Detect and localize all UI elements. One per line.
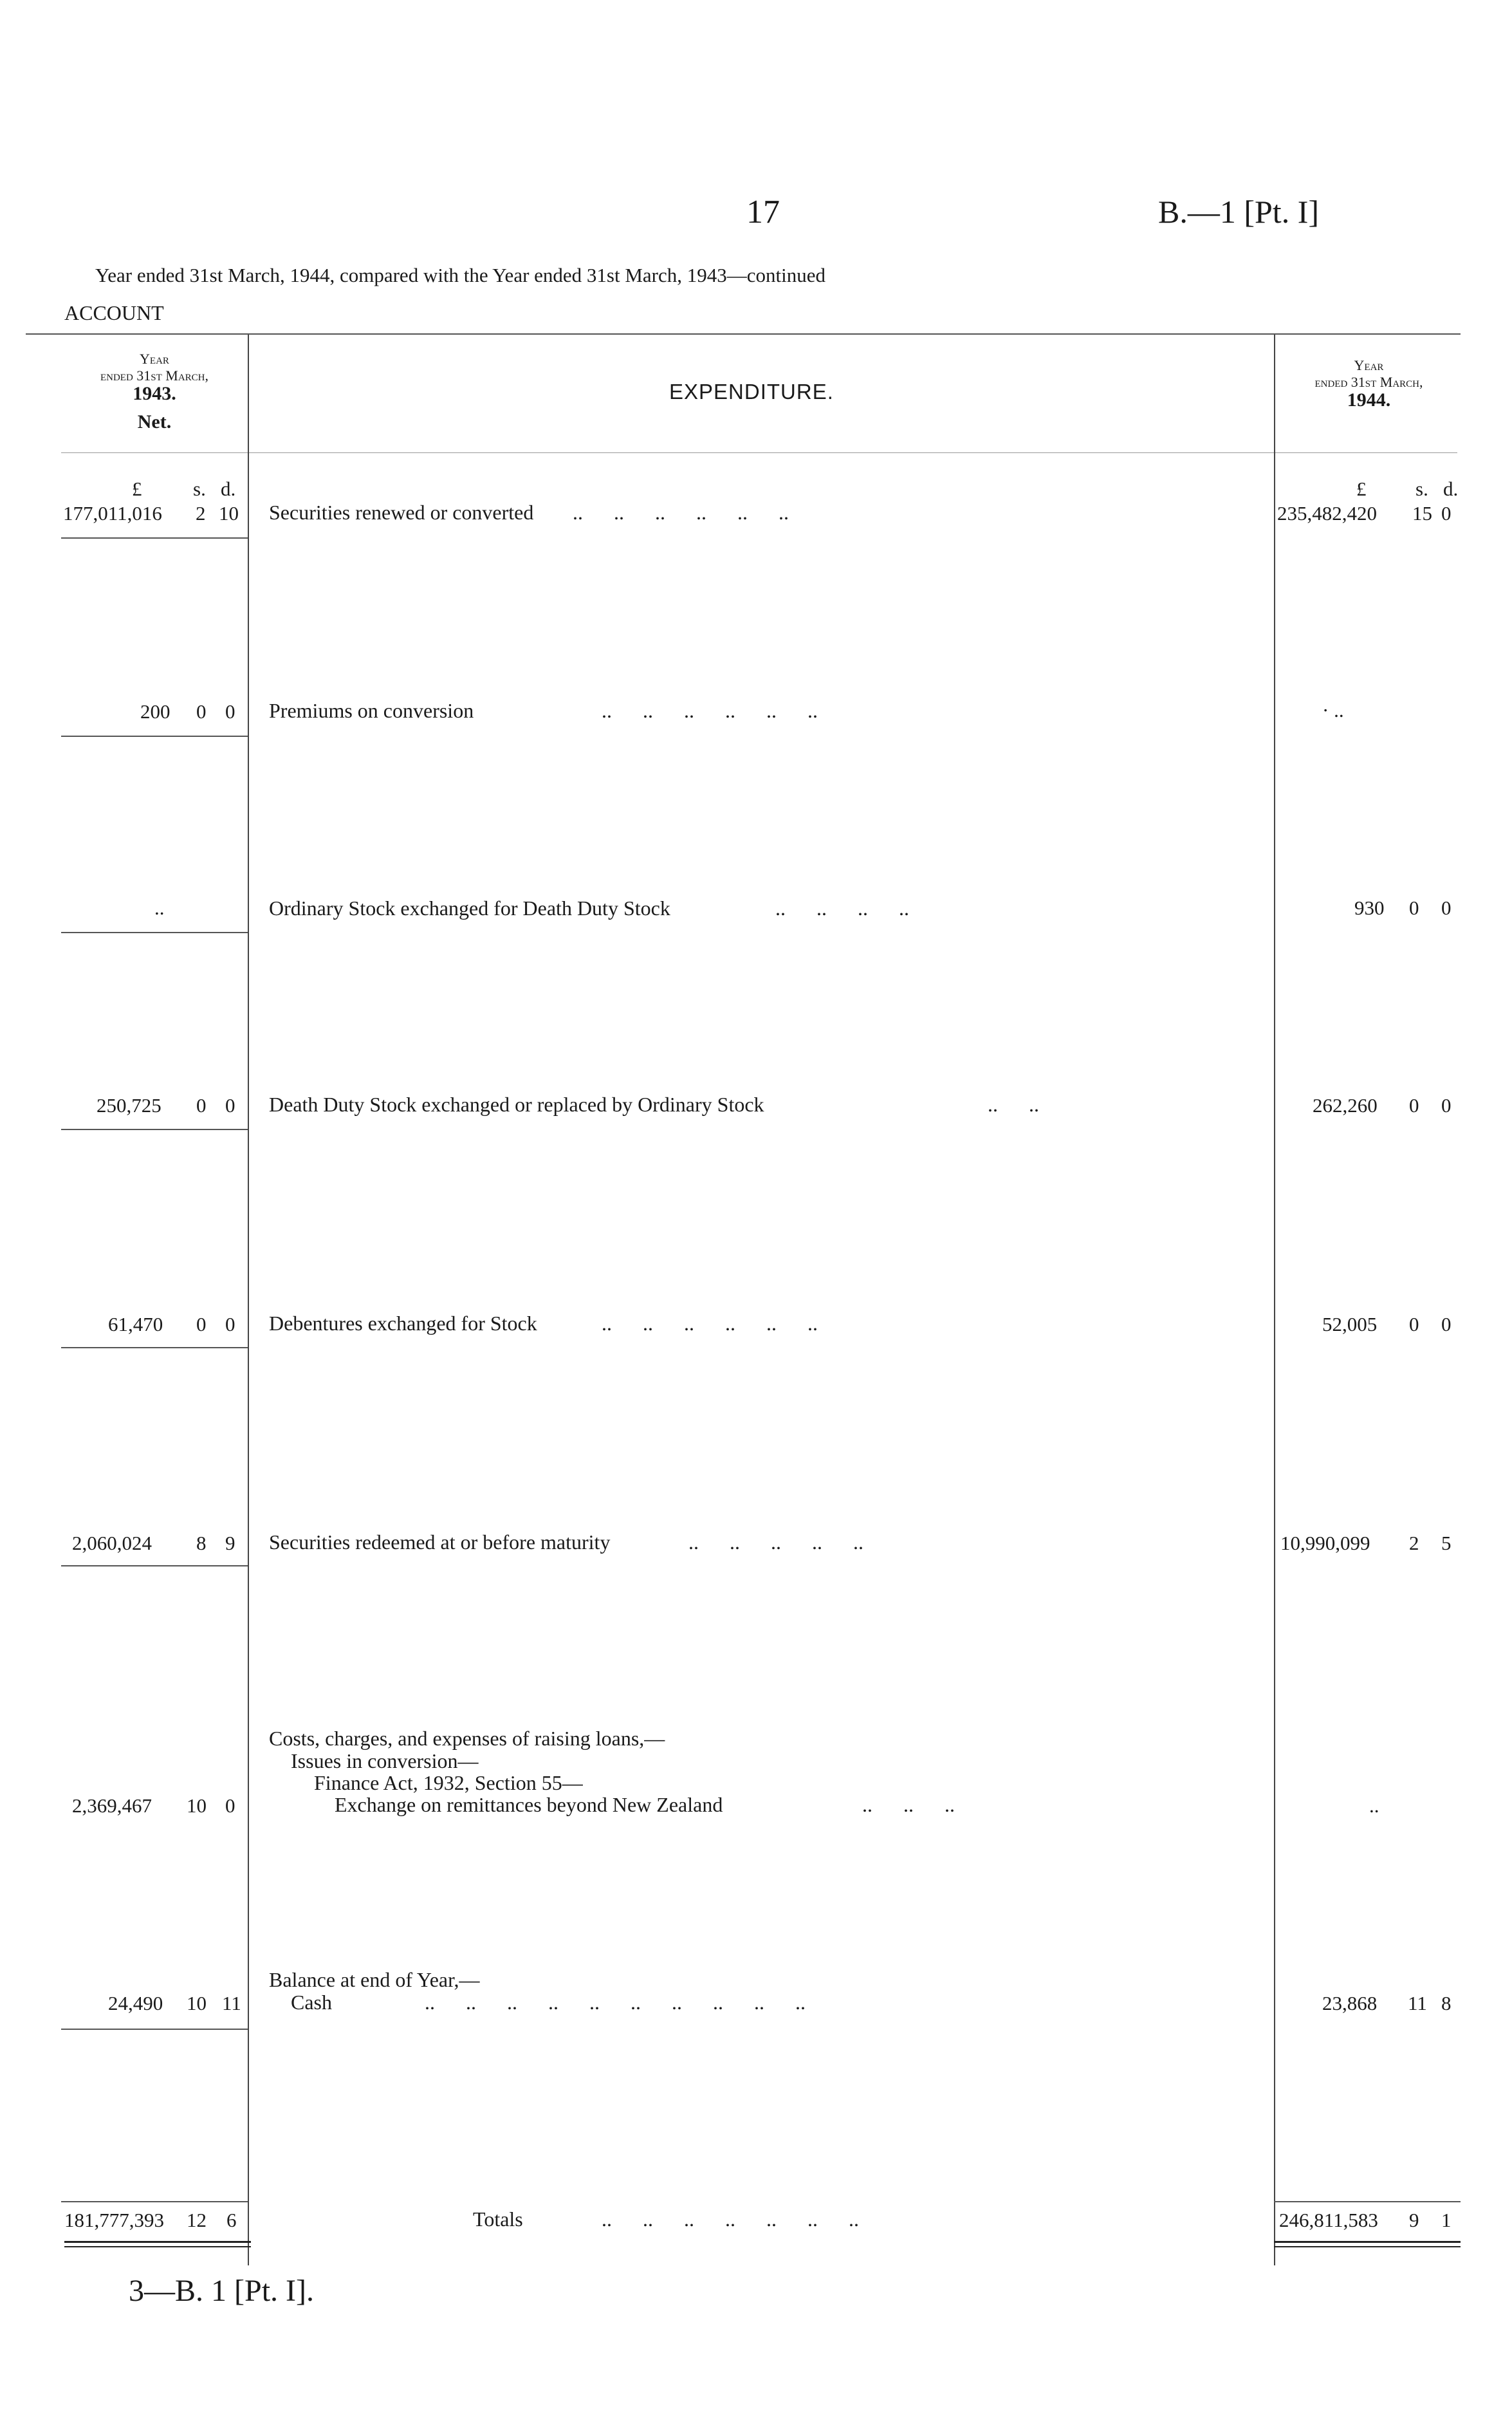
subtitle: Year ended 31st March, 1944, compared with the Year ended 31st March, 1943—continued <box>95 264 825 286</box>
row3-left-value: .. <box>154 897 165 919</box>
row3-right-pence: 0 <box>1441 897 1452 919</box>
row6-description: Securities redeemed at or before maturity <box>269 1530 611 1554</box>
balance-right-pounds: 23,868 <box>1322 1992 1378 2014</box>
table-top-rule <box>26 333 1461 335</box>
balance-line1: Balance at end of Year,— <box>269 1968 480 1991</box>
costs-line3: Finance Act, 1932, Section 55— <box>314 1771 583 1794</box>
totals-right-shillings: 9 <box>1409 2209 1419 2231</box>
row6-right-pounds: 10,990,099 <box>1280 1532 1370 1554</box>
costs-left-shillings: 10 <box>187 1794 207 1817</box>
row1-left-shillings: 2 <box>196 502 206 525</box>
row6-left-rule <box>61 1565 248 1566</box>
row5-left-shillings: 0 <box>196 1313 207 1335</box>
row5-left-pence: 0 <box>225 1313 235 1335</box>
right-header <box>1277 357 1461 410</box>
right-column-divider <box>1274 335 1275 2265</box>
row4-left-shillings: 0 <box>196 1094 207 1117</box>
row3-description: Ordinary Stock exchanged for Death Duty Stock <box>269 897 670 920</box>
totals-left-double-rule-1 <box>64 2241 251 2243</box>
row5-right-pounds: 52,005 <box>1322 1313 1378 1335</box>
costs-line4: Exchange on remittances beyond New Zealand <box>335 1793 723 1816</box>
row3-left-rule <box>61 932 248 933</box>
balance-left-shillings: 10 <box>187 1992 207 2014</box>
costs-left-pence: 0 <box>225 1794 235 1817</box>
totals-label: Totals <box>473 2207 523 2231</box>
balance-left-pounds: 24,490 <box>108 1992 163 2014</box>
row2-leader-dots: .. .. .. .. .. .. <box>602 699 818 722</box>
row4-right-shillings: 0 <box>1409 1094 1419 1117</box>
left-pence-head: d. <box>221 478 236 500</box>
totals-left-top-rule <box>61 2201 248 2202</box>
row4-leader-dots: .. .. <box>988 1093 1039 1116</box>
costs-right-value: .. <box>1369 1794 1379 1817</box>
page-number: 17 <box>746 194 780 230</box>
totals-left-double-rule-2 <box>64 2246 251 2247</box>
totals-right-pence: 1 <box>1441 2209 1452 2231</box>
row6-left-pence: 9 <box>225 1532 235 1554</box>
balance-right-pence: 8 <box>1441 1992 1452 2014</box>
row1-leader-dots: .. .. .. .. .. .. <box>573 501 789 524</box>
row6-leader-dots: .. .. .. .. .. <box>688 1530 863 1554</box>
balance-left-rule <box>61 2029 248 2030</box>
balance-left-pence: 11 <box>222 1992 241 2014</box>
row4-left-pence: 0 <box>225 1094 235 1117</box>
row1-right-shillings: 15 <box>1412 502 1432 525</box>
row4-description: Death Duty Stock exchanged or replaced by Ordinary Stock <box>269 1093 764 1116</box>
row5-left-pounds: 61,470 <box>108 1313 163 1335</box>
row4-left-rule <box>61 1129 248 1130</box>
header-bottom-rule <box>61 452 1457 453</box>
row1-left-pence: 10 <box>219 502 239 525</box>
row6-left-shillings: 8 <box>196 1532 207 1554</box>
totals-right-pounds: 246,811,583 <box>1279 2209 1378 2231</box>
row1-description: Securities renewed or converted <box>269 501 534 524</box>
row1-left-pounds: 177,011,016 <box>63 502 162 525</box>
left-column-divider <box>248 335 249 2265</box>
row2-right-value: · .. <box>1322 699 1344 721</box>
row4-left-pounds: 250,725 <box>97 1094 161 1117</box>
right-shillings-head: s. <box>1415 478 1428 500</box>
row5-leader-dots: .. .. .. .. .. .. <box>602 1312 818 1335</box>
left-header <box>61 351 248 431</box>
totals-left-shillings: 12 <box>187 2209 207 2231</box>
row4-right-pounds: 262,260 <box>1313 1094 1378 1117</box>
row2-description: Premiums on conversion <box>269 699 474 722</box>
costs-leader-dots: .. .. .. <box>862 1793 955 1816</box>
row1-right-pounds: 235,482,420 <box>1277 502 1377 525</box>
right-pound-sign: £ <box>1356 478 1367 500</box>
left-shillings-head: s. <box>193 478 206 500</box>
account-label: ACCOUNT <box>64 301 164 324</box>
costs-line1: Costs, charges, and expenses of raising loans,— <box>269 1727 665 1750</box>
left-pound-sign: £ <box>132 478 142 500</box>
totals-right-top-rule <box>1274 2201 1461 2202</box>
row1-left-rule <box>61 537 248 539</box>
costs-left-pounds: 2,369,467 <box>72 1794 152 1817</box>
footer-reference: 3—B. 1 [Pt. I]. <box>129 2274 314 2308</box>
row5-right-pence: 0 <box>1441 1313 1452 1335</box>
row2-left-shillings: 0 <box>196 700 207 723</box>
right-header-ended: ended 31st March, <box>1314 374 1423 390</box>
right-header-year: Year <box>1354 357 1384 373</box>
balance-right-shillings: 11 <box>1408 1992 1427 2014</box>
row3-right-pounds: 930 <box>1354 897 1385 919</box>
row6-right-shillings: 2 <box>1409 1532 1419 1554</box>
row5-left-rule <box>61 1347 248 1348</box>
totals-leader-dots: .. .. .. .. .. .. .. <box>602 2207 859 2231</box>
doc-reference: B.—1 [Pt. I] <box>1158 194 1319 230</box>
row3-leader-dots: .. .. .. .. <box>775 897 909 920</box>
row2-left-rule <box>61 736 248 737</box>
totals-left-pence: 6 <box>226 2209 237 2231</box>
row1-right-pence: 0 <box>1441 502 1452 525</box>
totals-left-pounds: 181,777,393 <box>64 2209 164 2231</box>
row2-left-pence: 0 <box>225 700 235 723</box>
right-pence-head: d. <box>1443 478 1459 500</box>
row3-right-shillings: 0 <box>1409 897 1419 919</box>
left-header-ended: ended 31st March, <box>100 367 209 384</box>
expenditure-header: EXPENDITURE. <box>669 380 834 404</box>
right-header-1944: 1944. <box>1347 389 1391 411</box>
balance-leader-dots: .. .. .. .. .. .. .. .. .. .. <box>425 1991 806 2014</box>
row6-left-pounds: 2,060,024 <box>72 1532 152 1554</box>
row5-right-shillings: 0 <box>1409 1313 1419 1335</box>
costs-line2: Issues in conversion— <box>291 1749 479 1772</box>
left-header-net: Net. <box>137 411 172 432</box>
totals-right-double-rule-1 <box>1274 2241 1461 2243</box>
left-header-1943: 1943. <box>133 383 176 404</box>
balance-line2: Cash <box>291 1991 332 2014</box>
row6-right-pence: 5 <box>1441 1532 1452 1554</box>
row4-right-pence: 0 <box>1441 1094 1452 1117</box>
row2-left-pounds: 200 <box>140 700 171 723</box>
totals-right-double-rule-2 <box>1274 2246 1461 2247</box>
row5-description: Debentures exchanged for Stock <box>269 1312 537 1335</box>
left-header-year: Year <box>140 351 169 367</box>
